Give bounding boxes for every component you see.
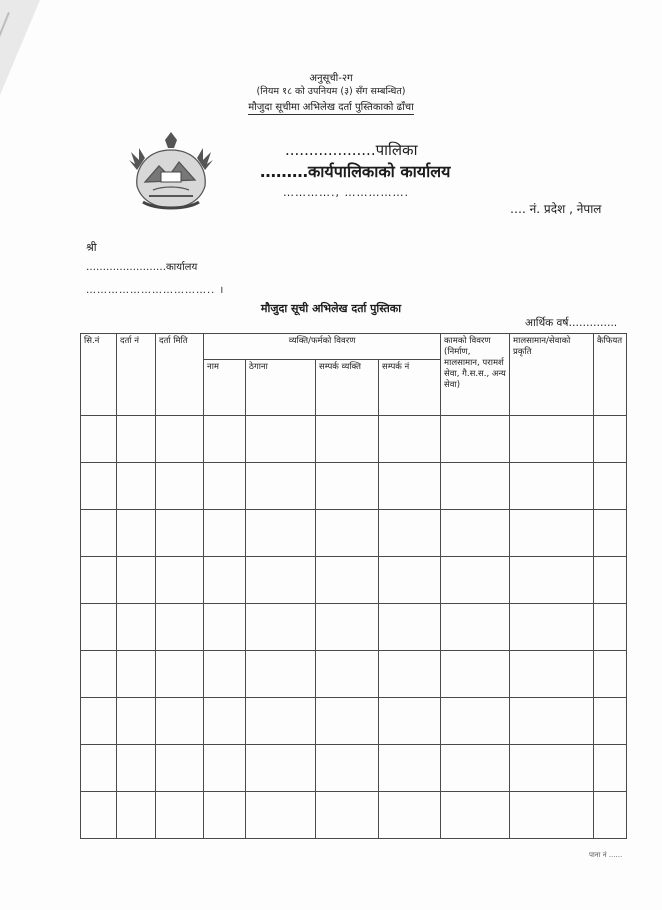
table-cell (204, 416, 246, 463)
annex-label: अनुसूची-२ग (309, 73, 353, 84)
table-cell (81, 651, 117, 698)
table-row (81, 463, 627, 510)
province-line: …. नं. प्रदेश , नेपाल (510, 202, 602, 216)
table-cell (156, 745, 204, 792)
table-cell (246, 698, 316, 745)
addressee-office-line: ……………………कार्यालय (86, 262, 198, 273)
table-row (81, 651, 627, 698)
table-cell (204, 792, 246, 839)
table-cell (117, 745, 156, 792)
table-cell (379, 604, 441, 651)
table-cell (510, 651, 594, 698)
table-cell (441, 698, 510, 745)
table-cell (316, 651, 379, 698)
table-row (81, 745, 627, 792)
table-cell (204, 510, 246, 557)
table-cell (441, 463, 510, 510)
table-cell (204, 651, 246, 698)
table-cell (379, 557, 441, 604)
table-cell (510, 792, 594, 839)
table-cell (156, 510, 204, 557)
register-title: मौजुदा सूची अभिलेख दर्ता पुस्तिका (260, 302, 402, 315)
table-cell (379, 792, 441, 839)
table-cell (204, 745, 246, 792)
register-table (80, 333, 627, 839)
table-cell (316, 698, 379, 745)
col-header-name: नाम (204, 360, 246, 416)
table-cell (81, 698, 117, 745)
table-cell (81, 510, 117, 557)
table-cell (510, 510, 594, 557)
table-cell (510, 698, 594, 745)
format-title: मौजुदा सूचीमा अभिलेख दर्ता पुस्तिकाको ढाँचा (248, 102, 414, 113)
table-cell (117, 463, 156, 510)
table-cell (594, 463, 627, 510)
table-cell (246, 604, 316, 651)
table-cell (510, 463, 594, 510)
page-number-note: पाना नं ...... (589, 851, 623, 859)
municipal-office-line: ………कार्यपालिकाको कार्यालय (260, 162, 451, 181)
table-cell (204, 604, 246, 651)
table-cell (204, 557, 246, 604)
table-cell (117, 698, 156, 745)
table-cell (379, 510, 441, 557)
table-cell (81, 745, 117, 792)
table-cell (510, 416, 594, 463)
table-cell (594, 557, 627, 604)
table-cell (246, 416, 316, 463)
table-cell (594, 510, 627, 557)
addressee-honorific: श्री (86, 241, 97, 254)
table-cell (117, 416, 156, 463)
table-cell (510, 745, 594, 792)
table-cell (156, 651, 204, 698)
table-cell (316, 463, 379, 510)
table-cell (117, 557, 156, 604)
table-row (81, 416, 627, 463)
table-cell (594, 698, 627, 745)
col-header-remarks: कैफियत (594, 334, 627, 416)
table-cell (316, 792, 379, 839)
table-cell (594, 416, 627, 463)
col-header-contact-no: सम्पर्क नं (379, 360, 441, 416)
table-cell (316, 604, 379, 651)
table-cell (81, 557, 117, 604)
col-header-contact-person: सम्पर्क व्यक्ति (316, 360, 379, 416)
table-cell (156, 557, 204, 604)
col-header-sn: सि.नं (81, 334, 117, 416)
table-cell (156, 698, 204, 745)
table-cell (117, 604, 156, 651)
table-row (81, 698, 627, 745)
table-cell (594, 745, 627, 792)
table-cell (156, 416, 204, 463)
table-cell (81, 604, 117, 651)
table-cell (246, 557, 316, 604)
table-cell (156, 463, 204, 510)
addressee-blank-line: …………………………….. । (86, 285, 225, 296)
table-row (81, 557, 627, 604)
table-cell (246, 745, 316, 792)
table-cell (156, 604, 204, 651)
table-cell (204, 463, 246, 510)
table-cell (117, 792, 156, 839)
date-place-line: …………., ……………. (283, 186, 409, 199)
nepal-emblem-icon (125, 130, 217, 216)
table-cell (316, 416, 379, 463)
table-cell (316, 745, 379, 792)
table-cell (246, 792, 316, 839)
table-cell (117, 651, 156, 698)
col-header-work-detail: कामको विवरण (निर्माण, मालसामान, परामर्श सेवा, गै.स.स., अन्य सेवा) (441, 334, 510, 416)
col-header-person-firm: व्यक्ति/फर्मको विवरण (204, 334, 441, 360)
table-cell (117, 510, 156, 557)
col-header-reg-date: दर्ता मिति (156, 334, 204, 416)
table-cell (379, 745, 441, 792)
table-cell (81, 463, 117, 510)
table-cell (510, 604, 594, 651)
table-cell (594, 604, 627, 651)
table-cell (156, 792, 204, 839)
table-cell (441, 604, 510, 651)
table-cell (441, 745, 510, 792)
fiscal-year-field: आर्थिक वर्ष………….. (525, 317, 618, 329)
register-rows (81, 416, 627, 839)
table-cell (594, 651, 627, 698)
table-cell (441, 651, 510, 698)
col-header-reg-no: दर्ता नं (117, 334, 156, 416)
table-cell (379, 651, 441, 698)
table-cell (441, 416, 510, 463)
table-cell (379, 698, 441, 745)
table-cell (510, 557, 594, 604)
rule-reference: (नियम १८ को उपनियम (३) सँग सम्बन्धित) (256, 86, 406, 97)
table-cell (441, 792, 510, 839)
table-cell (441, 557, 510, 604)
palika-line: ...................पालिका (285, 141, 418, 159)
table-row (81, 792, 627, 839)
table-cell (81, 416, 117, 463)
table-cell (594, 792, 627, 839)
col-header-address: ठेगाना (246, 360, 316, 416)
table-cell (204, 698, 246, 745)
table-cell (316, 557, 379, 604)
col-header-nature: मालसामान/सेवाको प्रकृति (510, 334, 594, 416)
table-cell (246, 651, 316, 698)
table-row (81, 604, 627, 651)
table-cell (316, 510, 379, 557)
table-cell (379, 463, 441, 510)
table-cell (81, 792, 117, 839)
table-row (81, 510, 627, 557)
table-cell (246, 463, 316, 510)
table-cell (441, 510, 510, 557)
table-cell (246, 510, 316, 557)
table-cell (379, 416, 441, 463)
